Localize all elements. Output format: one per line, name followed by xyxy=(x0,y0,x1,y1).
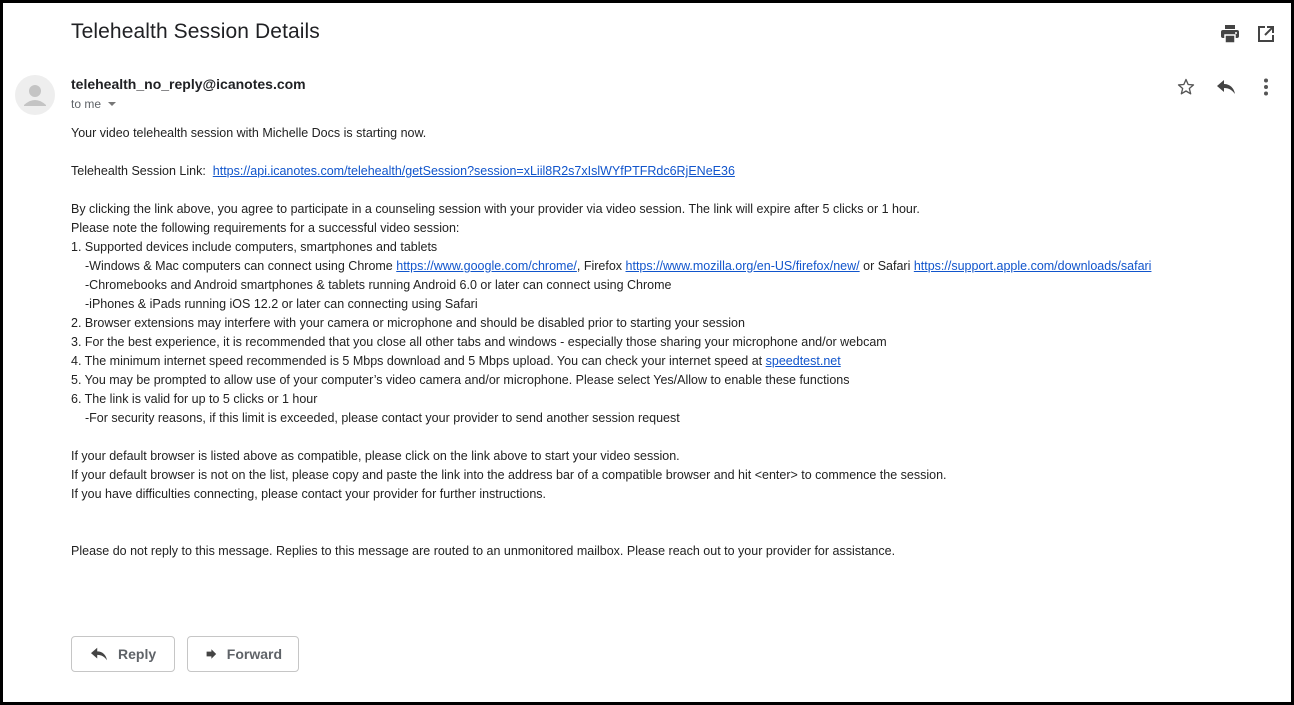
sender-email: telehealth_no_reply@icanotes.com xyxy=(71,76,306,92)
requirement-5: 5. You may be prompted to allow use of your computer’s video camera and/or microphone. Please select Yes/Allow to enable these functions xyxy=(71,373,850,387)
recipient-details-toggle[interactable] xyxy=(71,97,116,111)
recipient-label: to me xyxy=(71,97,102,111)
requirement-1: 1. Supported devices include computers, smartphones and tablets xyxy=(71,240,438,254)
forward-arrow-icon xyxy=(206,646,217,662)
requirement-6: 6. The link is valid for up to 5 clicks or 1 hour xyxy=(71,392,318,406)
chrome-link[interactable]: https://www.google.com/chrome/ xyxy=(396,259,577,273)
browser-compatible-text: If your default browser is listed above as compatible, please click on the link above to start your video session. xyxy=(71,449,680,463)
safari-label: or Safari xyxy=(859,259,914,273)
top-actions xyxy=(1219,23,1277,45)
reply-icon[interactable] xyxy=(1215,76,1237,98)
reply-button-label: Reply xyxy=(118,646,157,662)
requirement-1c: -iPhones & iPads running iOS 12.2 or later can connecting using Safari xyxy=(85,297,478,311)
session-link[interactable]: https://api.icanotes.com/telehealth/getSession?session=xLiil8R2s7xIslWYfPTFRdc6RjENeE36 xyxy=(212,164,735,178)
speedtest-link[interactable]: speedtest.net xyxy=(765,354,841,368)
star-icon[interactable] xyxy=(1175,76,1197,98)
message-actions xyxy=(1175,76,1277,98)
person-avatar-icon xyxy=(15,75,55,115)
requirement-1b: -Chromebooks and Android smartphones & tablets running Android 6.0 or later can connect using Chrome xyxy=(85,278,672,292)
requirement-2: 2. Browser extensions may interfere with your camera or microphone and should be disabled prior to starting your session xyxy=(71,316,745,330)
requirement-4 xyxy=(71,352,1251,371)
print-icon[interactable] xyxy=(1219,23,1241,45)
footer-actions xyxy=(71,636,299,672)
session-link-label: Telehealth Session Link: xyxy=(71,164,206,178)
difficulties-text: If you have difficulties connecting, please contact your provider for further instructions. xyxy=(71,487,547,501)
agreement-text: By clicking the link above, you agree to participate in a counseling session with your provider via video session. The link will expire after 5 clicks or 1 hour. xyxy=(71,202,920,216)
browser-not-listed-text: If your default browser is not on the list, please copy and paste the link into the address bar of a compatible browser and hit <enter> to commence the session. xyxy=(71,468,947,482)
requirements-intro: Please note the following requirements for a successful video session: xyxy=(71,221,460,235)
requirement-6a: -For security reasons, if this limit is exceeded, please contact your provider to send another session request xyxy=(85,411,680,425)
requirement-3: 3. For the best experience, it is recommended that you close all other tabs and windows - especially those sharing your microphone and/or webcam xyxy=(71,335,887,349)
more-vertical-icon[interactable] xyxy=(1255,76,1277,98)
requirement-1a-text: -Windows & Mac computers can connect using Chrome xyxy=(85,259,397,273)
reply-arrow-icon xyxy=(90,646,108,662)
intro-text: Your video telehealth session with Michelle Docs is starting now. xyxy=(71,126,427,140)
email-body xyxy=(71,124,1251,561)
forward-button[interactable] xyxy=(187,636,299,672)
caret-down-icon xyxy=(108,102,116,106)
requirement-1a xyxy=(71,257,1251,276)
reply-button[interactable] xyxy=(71,636,175,672)
requirement-4-text: 4. The minimum internet speed recommended is 5 Mbps download and 5 Mbps upload. You can check your internet speed at xyxy=(71,354,766,368)
safari-link[interactable]: https://support.apple.com/downloads/safari xyxy=(913,259,1152,273)
session-link-line xyxy=(71,162,1251,181)
no-reply-notice: Please do not reply to this message. Replies to this message are routed to an unmonitored mailbox. Please reach out to your provider for assistance. xyxy=(71,544,896,558)
firefox-link[interactable]: https://www.mozilla.org/en-US/firefox/new/ xyxy=(625,259,860,273)
email-subject: Telehealth Session Details xyxy=(71,20,320,43)
forward-button-label: Forward xyxy=(226,646,282,662)
firefox-label: , Firefox xyxy=(576,259,626,273)
open-in-new-window-icon[interactable] xyxy=(1255,23,1277,45)
